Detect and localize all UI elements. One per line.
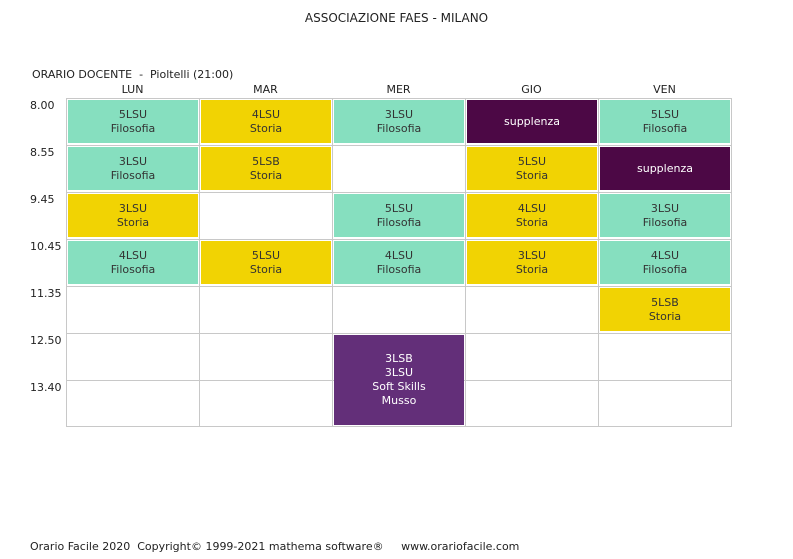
day-header-gio: GIO [521, 83, 542, 96]
class-code: 3LSU [384, 107, 414, 121]
subject-name: Filosofia [642, 121, 688, 135]
time-label: 8.55 [30, 146, 55, 159]
class-code: 4LSU [384, 248, 414, 262]
supplenza-cell[interactable] [600, 147, 730, 190]
grid-divider [66, 239, 732, 240]
lesson-cell[interactable] [68, 147, 198, 190]
time-label: 8.00 [30, 99, 55, 112]
grid-divider [66, 192, 732, 193]
class-code: 5LSU [118, 107, 148, 121]
class-code: 4LSU [650, 248, 680, 262]
grid-divider [332, 98, 333, 427]
lesson-cell[interactable] [68, 194, 198, 237]
lesson-cell[interactable] [68, 241, 198, 284]
lesson-cell[interactable] [467, 147, 597, 190]
grid-divider [465, 98, 466, 427]
day-header-ven: VEN [653, 83, 676, 96]
grid-divider [199, 98, 200, 427]
lesson-cell[interactable] [334, 241, 464, 284]
subject-name: Filosofia [110, 262, 156, 276]
class-code: 3LSU [650, 201, 680, 215]
subject-name: Storia [249, 262, 283, 276]
subject-name: Storia [515, 168, 549, 182]
lesson-cell[interactable] [201, 241, 331, 284]
class-code: 5LSU [384, 201, 414, 215]
class-code: 3LSU [517, 248, 547, 262]
subject-name: Storia [249, 121, 283, 135]
co-teacher-name: Musso [381, 394, 417, 407]
class-code: 5LSB [252, 154, 280, 168]
teacher-schedule-subtitle: ORARIO DOCENTE - Pioltelli (21:00) [32, 68, 234, 81]
class-code: 5LSB [651, 295, 679, 309]
day-header-mar: MAR [253, 83, 278, 96]
class-code: 3LSU [384, 366, 414, 379]
supplenza-cell[interactable] [467, 100, 597, 143]
class-code: 3LSU [118, 154, 148, 168]
class-code: 5LSU [517, 154, 547, 168]
footer-copyright: Orario Facile 2020 Copyright© 1999-2021 mathema software® www.orariofacile.com [30, 540, 520, 553]
class-code: 4LSU [251, 107, 281, 121]
class-code: 5LSU [251, 248, 281, 262]
lesson-cell[interactable] [467, 194, 597, 237]
grid-divider [66, 333, 732, 334]
subject-name: Soft Skills [372, 380, 426, 393]
class-code: 5LSU [650, 107, 680, 121]
time-label: 10.45 [30, 240, 62, 253]
subject-name: Storia [515, 215, 549, 229]
subject-name: Storia [648, 309, 682, 323]
subject-name: Filosofia [110, 168, 156, 182]
time-label: 13.40 [30, 381, 62, 394]
lesson-cell[interactable] [334, 194, 464, 237]
subject-name: Storia [249, 168, 283, 182]
lesson-cell[interactable] [600, 241, 730, 284]
lesson-cell[interactable] [600, 100, 730, 143]
grid-divider [66, 145, 732, 146]
subject-name: Filosofia [642, 262, 688, 276]
class-code: 4LSU [517, 201, 547, 215]
grid-divider [598, 98, 599, 427]
lesson-cell[interactable] [600, 194, 730, 237]
subject-name: Filosofia [376, 215, 422, 229]
lesson-cell[interactable] [334, 100, 464, 143]
lesson-cell[interactable] [600, 288, 730, 331]
substitution-label: supplenza [637, 161, 693, 175]
lesson-cell[interactable] [201, 147, 331, 190]
grid-divider [66, 286, 732, 287]
class-code: 3LSB [385, 352, 413, 365]
subject-name: Filosofia [110, 121, 156, 135]
subject-name: Filosofia [376, 262, 422, 276]
lesson-cell[interactable] [68, 100, 198, 143]
time-label: 12.50 [30, 334, 62, 347]
day-header-lun: LUN [121, 83, 144, 96]
subject-name: Storia [515, 262, 549, 276]
lesson-cell[interactable] [201, 100, 331, 143]
soft-skills-lesson-cell[interactable] [334, 335, 464, 425]
class-code: 3LSU [118, 201, 148, 215]
subject-name: Filosofia [376, 121, 422, 135]
subject-name: Storia [116, 215, 150, 229]
class-code: 4LSU [118, 248, 148, 262]
subject-name: Filosofia [642, 215, 688, 229]
substitution-label: supplenza [504, 114, 560, 128]
day-header-mer: MER [386, 83, 411, 96]
time-label: 9.45 [30, 193, 55, 206]
time-label: 11.35 [30, 287, 62, 300]
school-title: ASSOCIAZIONE FAES - MILANO [304, 11, 489, 25]
lesson-cell[interactable] [467, 241, 597, 284]
